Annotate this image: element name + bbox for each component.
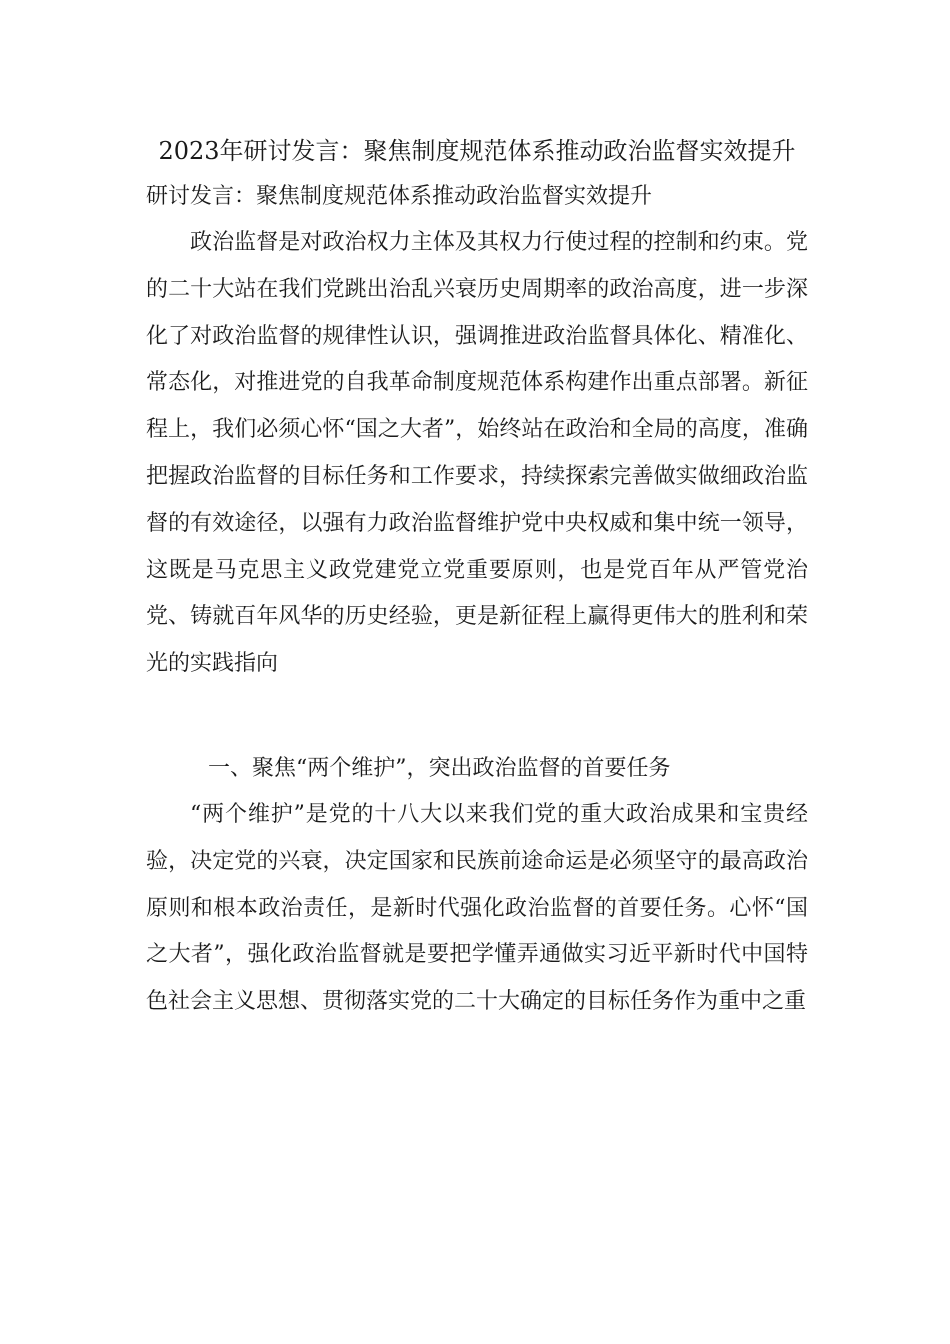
paragraph-gap bbox=[146, 688, 808, 746]
document-page bbox=[146, 128, 808, 1026]
document-subtitle: 研讨发言：聚焦制度规范体系推动政治监督实效提升 bbox=[146, 184, 653, 209]
section-heading: 一、聚焦“两个维护”，突出政治监督的首要任务 bbox=[208, 755, 671, 781]
section-paragraph: “两个维护”是党的十八大以来我们党的重大政治成果和宝贵经验，决定党的兴衰，决定国家和民族前途命运是必须坚守的最高政治原则和根本政治责任，是新时代强化政治监督的首要任务。心怀“国之大者”，强化政治监督就是要把学懂弄通做实习近平新时代中国特色社会主义思想、贯彻落实党的二十大确定的目标任务作为重中之重 bbox=[146, 801, 808, 1015]
intro-paragraph: 政治监督是对政治权力主体及其权力行使过程的控制和约束。党的二十大站在我们党跳出治乱兴衰历史周期率的政治高度，进一步深化了对政治监督的规律性认识，强调推进政治监督具体化、精准化、常态化，对推进党的自我革命制度规范体系构建作出重点部署。新征程上，我们必须心怀“国之大者”，始终站在政治和全局的高度，准确把握政治监督的目标任务和工作要求，持续探索完善做实做细政治监督的有效途径，以强有力政治监督维护党中央权威和集中统一领导，这既是马克思主义政党建党立党重要原则，也是党百年从严管党治党、铸就百年风华的历史经验，更是新征程上赢得更伟大的胜利和荣光的实践指向 bbox=[146, 230, 808, 677]
document-title: 2023年研讨发言：聚焦制度规范体系推动政治监督实效提升 bbox=[158, 137, 796, 165]
